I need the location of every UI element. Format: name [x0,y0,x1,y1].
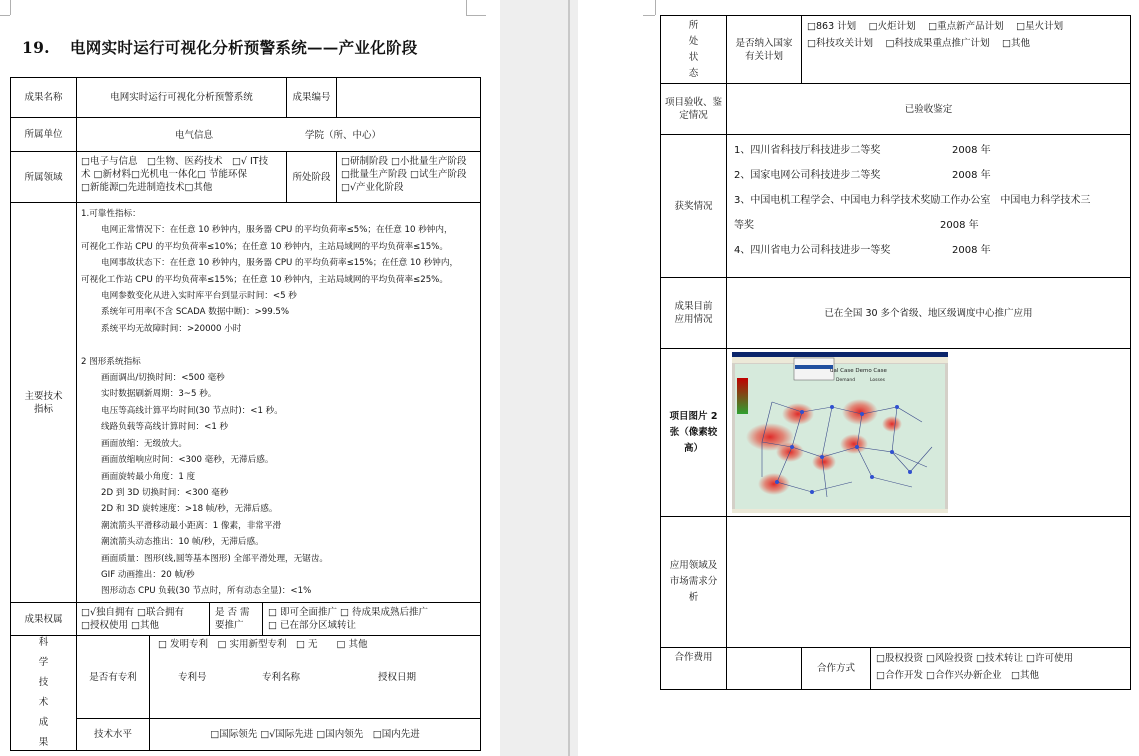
status-char: 状 [688,51,699,63]
network-node [800,410,804,414]
field-option-line: □电子与信息 □生物、医药技术 □√ IT技 [81,156,269,167]
application-label-line: 成果目前 [674,301,713,312]
award-item: 等奖 2008 年 [734,220,979,231]
tech-indicator-line: GIF 动画推出：20 帧/秒 [101,569,195,580]
acceptance-label-line: 项目验收、鉴 [664,97,722,108]
network-node [820,455,824,459]
tech-indicator-list [81,206,476,600]
tech-indicator-line: 画面质量：图形(线,圆等基本图形) 全部平滑处理，无锯齿。 [101,553,329,564]
plan-label-line: 有关计划 [744,50,783,62]
patent-number-label: 专利号 [178,672,207,683]
crop-mark [0,15,10,16]
network-node [775,480,779,484]
screenshot-menubar [732,357,948,363]
promote-option-line: □ 即可全面推广 □ 待成果成熟后推广 [268,607,429,618]
heat-spot [782,403,814,425]
award-item: 3、中国电机工程学会、中国电力科学技术奖励工作办公室 中国电力科学技术三 [734,195,1091,206]
network-node [860,412,864,416]
network-node [908,470,912,474]
result-id-label: 成果编号 [286,77,337,118]
sci-tech-char: 术 [38,697,49,708]
tech-indicator-line: 线路负载等高线计算时间：<1 秒 [101,422,229,433]
tech-label-line: 指标 [33,403,53,415]
acceptance-label [660,83,727,135]
sci-tech-char: 学 [38,657,49,668]
coop-mode-label: 合作方式 [801,647,871,690]
status-char: 处 [688,35,699,47]
market-label-line: 应用领域及 [669,560,718,571]
heat-spot [758,473,790,495]
coop-fee-label: 合作费用 [660,647,727,690]
screenshot-title-text: ual Case Demo Case [830,368,887,374]
field-label: 所属领域 [10,151,77,203]
field-options [76,151,287,203]
crop-mark [466,0,467,15]
application-label [660,277,727,349]
result-name-label: 成果名称 [10,77,77,118]
network-node [895,405,899,409]
tech-indicator-line: 电压等高线计算平均时间(30 节点时)：<1 秒。 [101,405,283,416]
award-item: 4、四川省电力公司科技进步一等奖 2008 年 [734,245,991,256]
promote-label [209,602,263,636]
application-value: 已在全国 30 多个省级、地区级调度中心推广应用 [726,277,1131,349]
award-item: 2、国家电网公司科技进步二等奖 2008 年 [734,170,991,181]
network-node [790,445,794,449]
section-title: 电网实时运行可视化分析预警系统——产业化阶段 [70,38,418,57]
market-value [726,516,1131,648]
tech-indicator-line: 系统平均无故障时间：>20000 小时 [101,323,242,334]
promote-options [262,602,481,636]
ownership-option-line: □授权使用 □其他 [81,620,159,631]
tech-indicator-line: 潮流箭头动态推出：10 帧/秒，无滞后感。 [101,537,264,548]
screenshot-color-legend [737,378,748,414]
tech-indicator-line: 可视化工作站 CPU 的平均负荷率≤15%；在任意 10 秒钟内，主站局域网的平均负荷率≤25%。 [81,274,448,285]
acceptance-label-line: 定情况 [679,110,708,121]
document-page-right [578,0,1139,756]
system-screenshot-image [732,352,948,513]
patent-label: 是否有专利 [76,635,150,719]
ownership-options [76,602,210,636]
promote-option-line: □ 已在部分区域转让 [268,620,356,631]
stage-label: 所处阶段 [286,151,337,203]
promote-label-line: 是 否 需 [215,607,250,618]
field-option-line: □新能源□先进制造技术□其他 [81,182,213,193]
network-node [810,490,814,494]
ownership-option-line: □√独自拥有 □联合拥有 [81,607,185,618]
market-label-line: 析 [688,592,699,603]
promote-label-line: 要推广 [215,620,244,631]
patent-name-label: 专利名称 [262,672,301,683]
screenshot-label: Demand [836,378,856,383]
tech-indicator-line: 潮流箭头平滑移动最小距离：1 像素，非常平滑 [101,520,282,531]
tech-indicator-line [81,337,476,353]
market-label-line: 市场需求分 [669,576,718,587]
sci-tech-char: 科 [38,637,49,648]
picture-label-line: 高） [683,442,703,454]
crop-mark [10,0,11,15]
plan-option-line: □863 计划 □火炬计划 □重点新产品计划 □星火计划 [807,21,1064,32]
tech-indicator-line: 2 图形系统指标 [81,356,141,367]
result-name-value: 电网实时运行可视化分析预警系统 [76,77,287,118]
screenshot-menu-highlight [795,365,833,369]
plan-options [801,15,1131,84]
field-option-line: 术 □新材料□光机电一体化□ 节能环保 [81,169,247,180]
acceptance-value: 已验收鉴定 [726,83,1131,135]
plan-label-line: 是否纳入国家 [735,37,793,49]
award-item: 1、四川省科技厅科技进步二等奖 2008 年 [734,145,991,156]
awards-label: 获奖情况 [660,134,727,278]
picture-label-line: 张（像素较 [669,426,718,438]
tech-indicator-line: 2D 到 3D 切换时间：<300 毫秒 [101,487,229,498]
awards-list [726,134,1131,278]
coop-option-line: □合作开发 □合作兴办新企业 □其他 [876,670,1039,681]
crop-mark [466,15,486,16]
tech-indicator-line: 画面调出/切换时间：<500 毫秒 [101,373,225,384]
plan-label [726,15,802,84]
page-divider [568,0,570,756]
status-char: 态 [688,67,699,79]
screenshot-label: Losses [870,378,885,383]
tech-indicator-line: 画面旋转最小角度：1 度 [101,471,196,482]
tech-indicator-line: 系统年可用率(不含 SCADA 数据中断)：>99.5% [101,307,290,318]
picture-label [660,348,727,517]
ownership-label: 成果权属 [10,602,77,636]
status-char: 所 [688,19,699,31]
patent-cell [149,635,481,719]
tech-indicator-line: 画面放缩响应时间：<300 毫秒，无滞后感。 [101,455,274,466]
tech-level-label: 技术水平 [76,718,150,751]
tech-indicator-line: 2D 和 3D 旋转速度：>18 帧/秒，无滞后感。 [101,504,278,515]
tech-indicators [76,202,481,603]
screenshot-titlebar [732,352,948,357]
stage-options [336,151,481,203]
network-node [890,450,894,454]
heat-spot [882,416,902,432]
network-node [870,475,874,479]
tech-indicator-line: 1.可靠性指标： [81,209,141,219]
unit-label: 所属单位 [10,117,77,152]
coop-fee-value [726,647,802,690]
section-heading [22,36,418,58]
document-page-left [0,0,500,756]
patent-options: □ 发明专利 □ 实用新型专利 □ 无 □ 其他 [158,639,368,650]
sci-tech-char: 果 [38,737,49,748]
network-node [855,445,859,449]
sci-tech-label [10,635,77,751]
section-number: 19. [22,38,50,57]
heat-spot [840,434,868,454]
application-label-line: 应用情况 [674,314,713,325]
coop-mode-options [870,647,1131,690]
tech-indicator-line: 图形动态 CPU 负载(30 节点时，所有动态全显)：<1% [101,586,312,597]
college-label: 学院（所、中心） [305,130,382,141]
tech-label-line: 主要技术 [24,390,63,402]
stage-option-line: □批量生产阶段 □试生产阶段 [341,169,467,180]
market-label [660,516,727,648]
sci-tech-char: 技 [38,677,49,688]
tech-indicator-line: 电网事故状态下：在任意 10 秒钟内，服务器 CPU 的平均负荷率≤15%；在任意 10 秒钟内， [101,258,459,269]
plan-option-line: □科技攻关计划 □科技成果重点推广计划 □其他 [807,38,1030,49]
stage-option-line: □研制阶段 □小批量生产阶段 [341,156,467,167]
network-node [830,405,834,409]
picture-label-line: 项目图片 2 [669,410,718,422]
crop-mark [643,15,655,16]
tech-indicator-line: 电网正常情况下：在任意 10 秒钟内，服务器 CPU 的平均负荷率≤5%；在任意 10 秒钟内， [101,225,453,236]
tech-indicator-line: 画面放缩：无级放大。 [101,438,187,449]
result-id-value [336,77,481,118]
stage-option-line: □√产业化阶段 [341,182,404,193]
tech-indicator-line: 可视化工作站 CPU 的平均负荷率≤10%；在任意 10 秒钟内，主站局域网的平均负荷率≤15%。 [81,241,448,252]
heat-spot [812,453,836,471]
screenshot-statusbar [732,509,948,513]
unit-cell [76,117,481,152]
tech-label [10,202,77,603]
tech-indicator-line: 电网参数变化从进入实时库平台到显示时间：<5 秒 [101,291,297,302]
sci-tech-char: 成 [38,717,49,728]
tech-level-options: □国际领先 □√国际先进 □国内领先 □国内先进 [149,718,481,751]
coop-option-line: □股权投资 □风险投资 □技术转让 □许可使用 [876,653,1073,664]
tech-indicator-line: 实时数据刷新周期：3~5 秒。 [101,389,217,400]
picture-cell [726,348,1131,517]
status-label [660,15,727,84]
unit-value: 电气信息 [175,130,214,141]
patent-date-label: 授权日期 [378,672,417,683]
crop-mark [655,0,656,15]
page-gutter [500,0,578,756]
